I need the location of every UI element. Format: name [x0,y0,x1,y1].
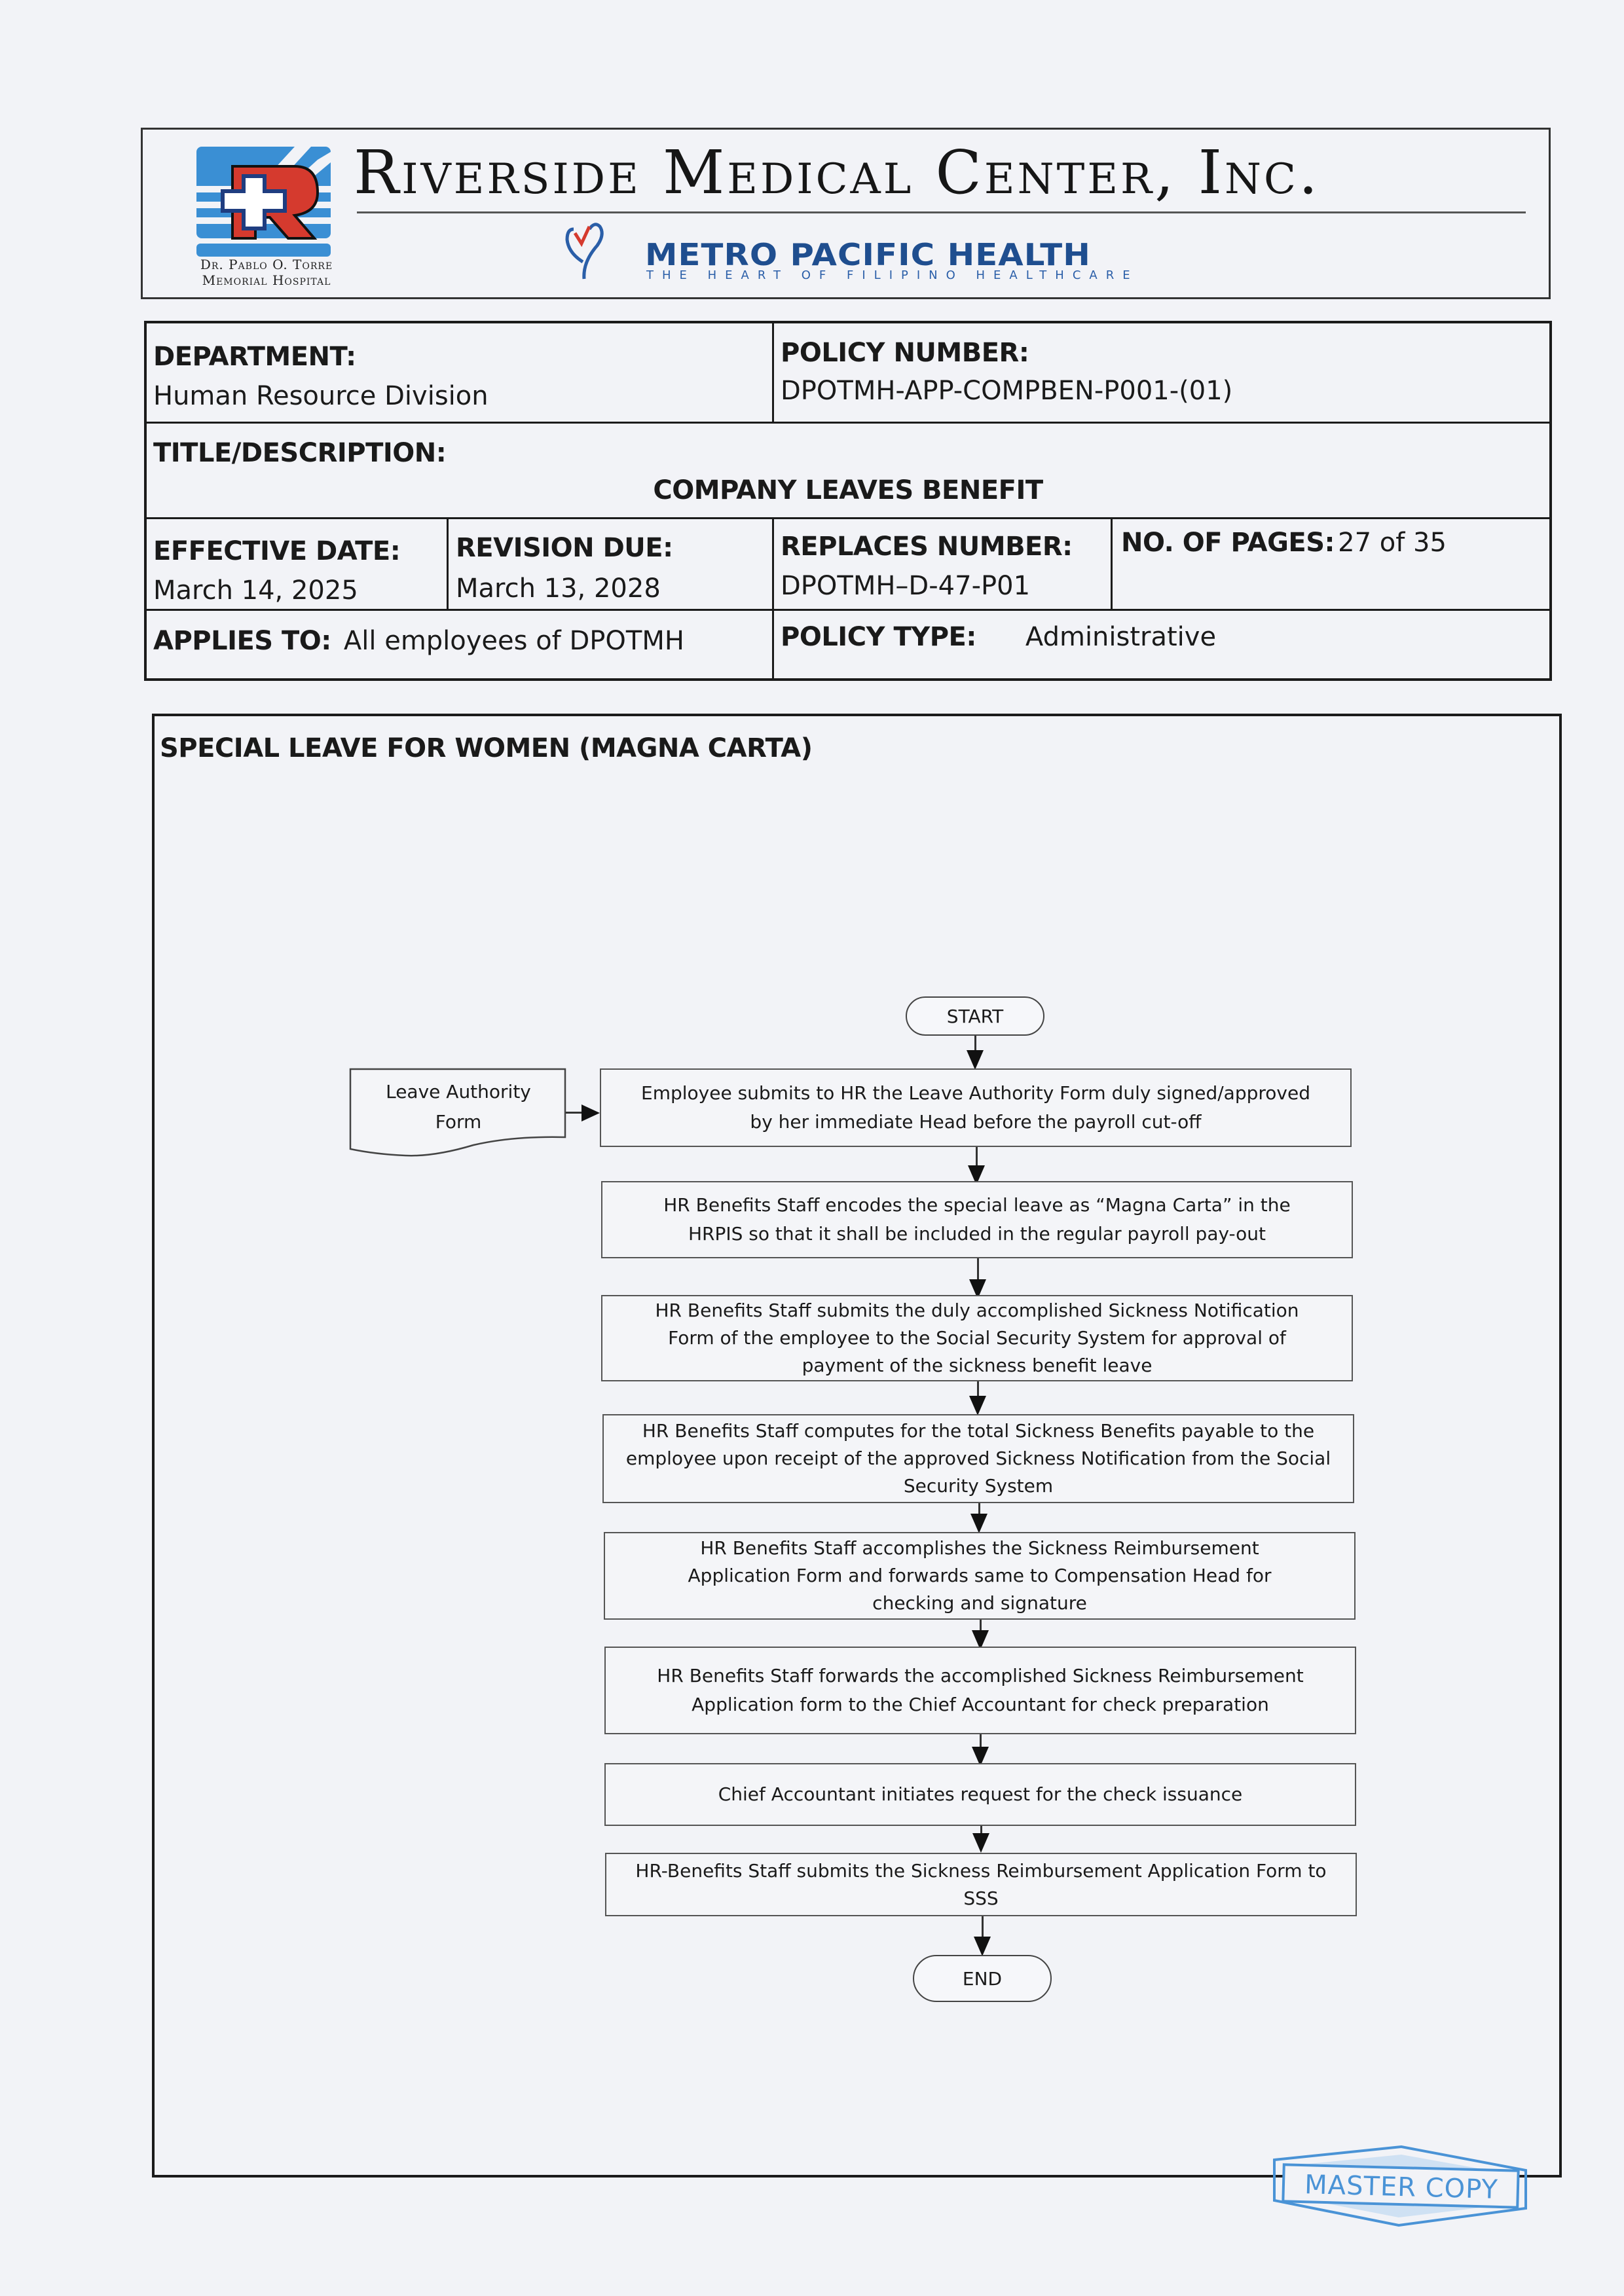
heart-icon [564,223,605,280]
flow-start [906,996,1044,1036]
flow-step-text: HR Benefits Staff forwards the accomplished Sickness Reimbursement Application form to the Chief Accountant for check preparation [657,1665,1304,1715]
organization-name: Riverside Medical Center, Inc. [354,137,1321,208]
effective-date-value: March 14, 2025 [153,575,358,606]
applies-to-value: All employees of DPOTMH [343,626,684,656]
policy-type-cell [781,622,1216,652]
input-document [354,1077,563,1137]
policy-type-label: POLICY TYPE: [781,622,976,652]
pages-cell [1121,528,1447,558]
arrow-down-icon [969,1396,986,1415]
flow-step-text: HR Benefits Staff encodes the special leave as “Magna Carta” in the HRPIS so that it shall be included in the regular payroll pay-out [663,1194,1291,1245]
table-divider [447,517,449,609]
arrow-right-icon [581,1104,600,1121]
policy-title: COMPANY LEAVES BENEFIT [653,475,1043,505]
title-label: TITLE/DESCRIPTION: [153,438,447,468]
flow-step-6 [604,1647,1356,1734]
flow-step-4 [602,1414,1354,1503]
flow-step-7 [604,1763,1356,1826]
master-copy-stamp: MASTER COPY [1304,2170,1499,2205]
partner-name: METRO PACIFIC HEALTH [645,237,1091,272]
table-divider [772,517,774,681]
flow-start-label: START [946,1005,1004,1027]
input-document-line2: Form [435,1111,482,1133]
applies-to-cell [153,626,684,656]
flow-step-2 [601,1181,1353,1258]
replaces-number-value: DPOTMH–D-47-P01 [781,571,1031,601]
department-value: Human Resource Division [153,381,489,411]
hospital-name [172,257,361,288]
policy-number-value: DPOTMH-APP-COMPBEN-P001-(01) [781,376,1233,406]
revision-due-label: REVISION DUE: [456,533,673,563]
flow-step-text: Chief Accountant initiates request for the check issuance [718,1783,1243,1805]
table-divider [147,609,1549,611]
hospital-logo-icon [196,147,331,257]
flow-end [913,1955,1052,2002]
policy-number-label: POLICY NUMBER: [781,338,1029,368]
revision-due-value: March 13, 2028 [456,574,661,604]
table-divider [772,323,774,422]
flow-step-text: HR-Benefits Staff submits the Sickness Reimbursement Application Form to SSS [635,1859,1327,1909]
arrow-down-icon [967,1050,984,1070]
flow-step-text: HR Benefits Staff accomplishes the Sickness Reimbursement Application Form and forwards same to Compensation Head for checking and signature [688,1537,1272,1614]
flow-step-1 [600,1068,1352,1147]
flow-step-8 [605,1853,1357,1916]
flow-step-text: HR Benefits Staff computes for the total Sickness Benefits payable to the employee upon receipt of the approved Sickness Notification from the Social Security System [625,1420,1331,1497]
flow-step-5 [604,1532,1356,1620]
section-title: SPECIAL LEAVE FOR WOMEN (MAGNA CARTA) [160,733,813,763]
effective-date-label: EFFECTIVE DATE: [153,536,401,566]
flow-step-text: HR Benefits Staff submits the duly accomplished Sickness Notification Form of the employee to the Social Security System for approval of payment of the sickness benefit leave [655,1300,1299,1376]
pages-value: 27 of 35 [1338,528,1447,558]
department-label: DEPARTMENT: [153,342,356,372]
replaces-number-label: REPLACES NUMBER: [781,532,1073,562]
flow-step-text: Employee submits to HR the Leave Authority Form duly signed/approved by her immediate Head before the payroll cut-off [641,1082,1310,1133]
hospital-name-line2: Memorial Hospital [202,272,331,288]
arrow-down-icon [970,1514,987,1533]
policy-info-table [144,321,1552,681]
arrow-down-icon [972,1833,989,1853]
flow-step-3 [601,1295,1353,1381]
applies-to-label: APPLIES TO: [153,626,331,656]
table-divider [147,517,1549,519]
pages-label: NO. OF PAGES: [1121,528,1335,558]
partner-tagline: THE HEART OF FILIPINO HEALTHCARE [646,268,1139,282]
table-divider [1111,517,1113,609]
organization-divider [357,211,1526,213]
flow-end-label: END [962,1967,1003,1990]
table-divider [147,422,1549,424]
hospital-name-line1: Dr. Pablo O. Torre [200,257,333,272]
policy-type-value: Administrative [1025,622,1217,652]
input-document-line1: Leave Authority [386,1081,531,1102]
arrow-down-icon [974,1937,991,1956]
